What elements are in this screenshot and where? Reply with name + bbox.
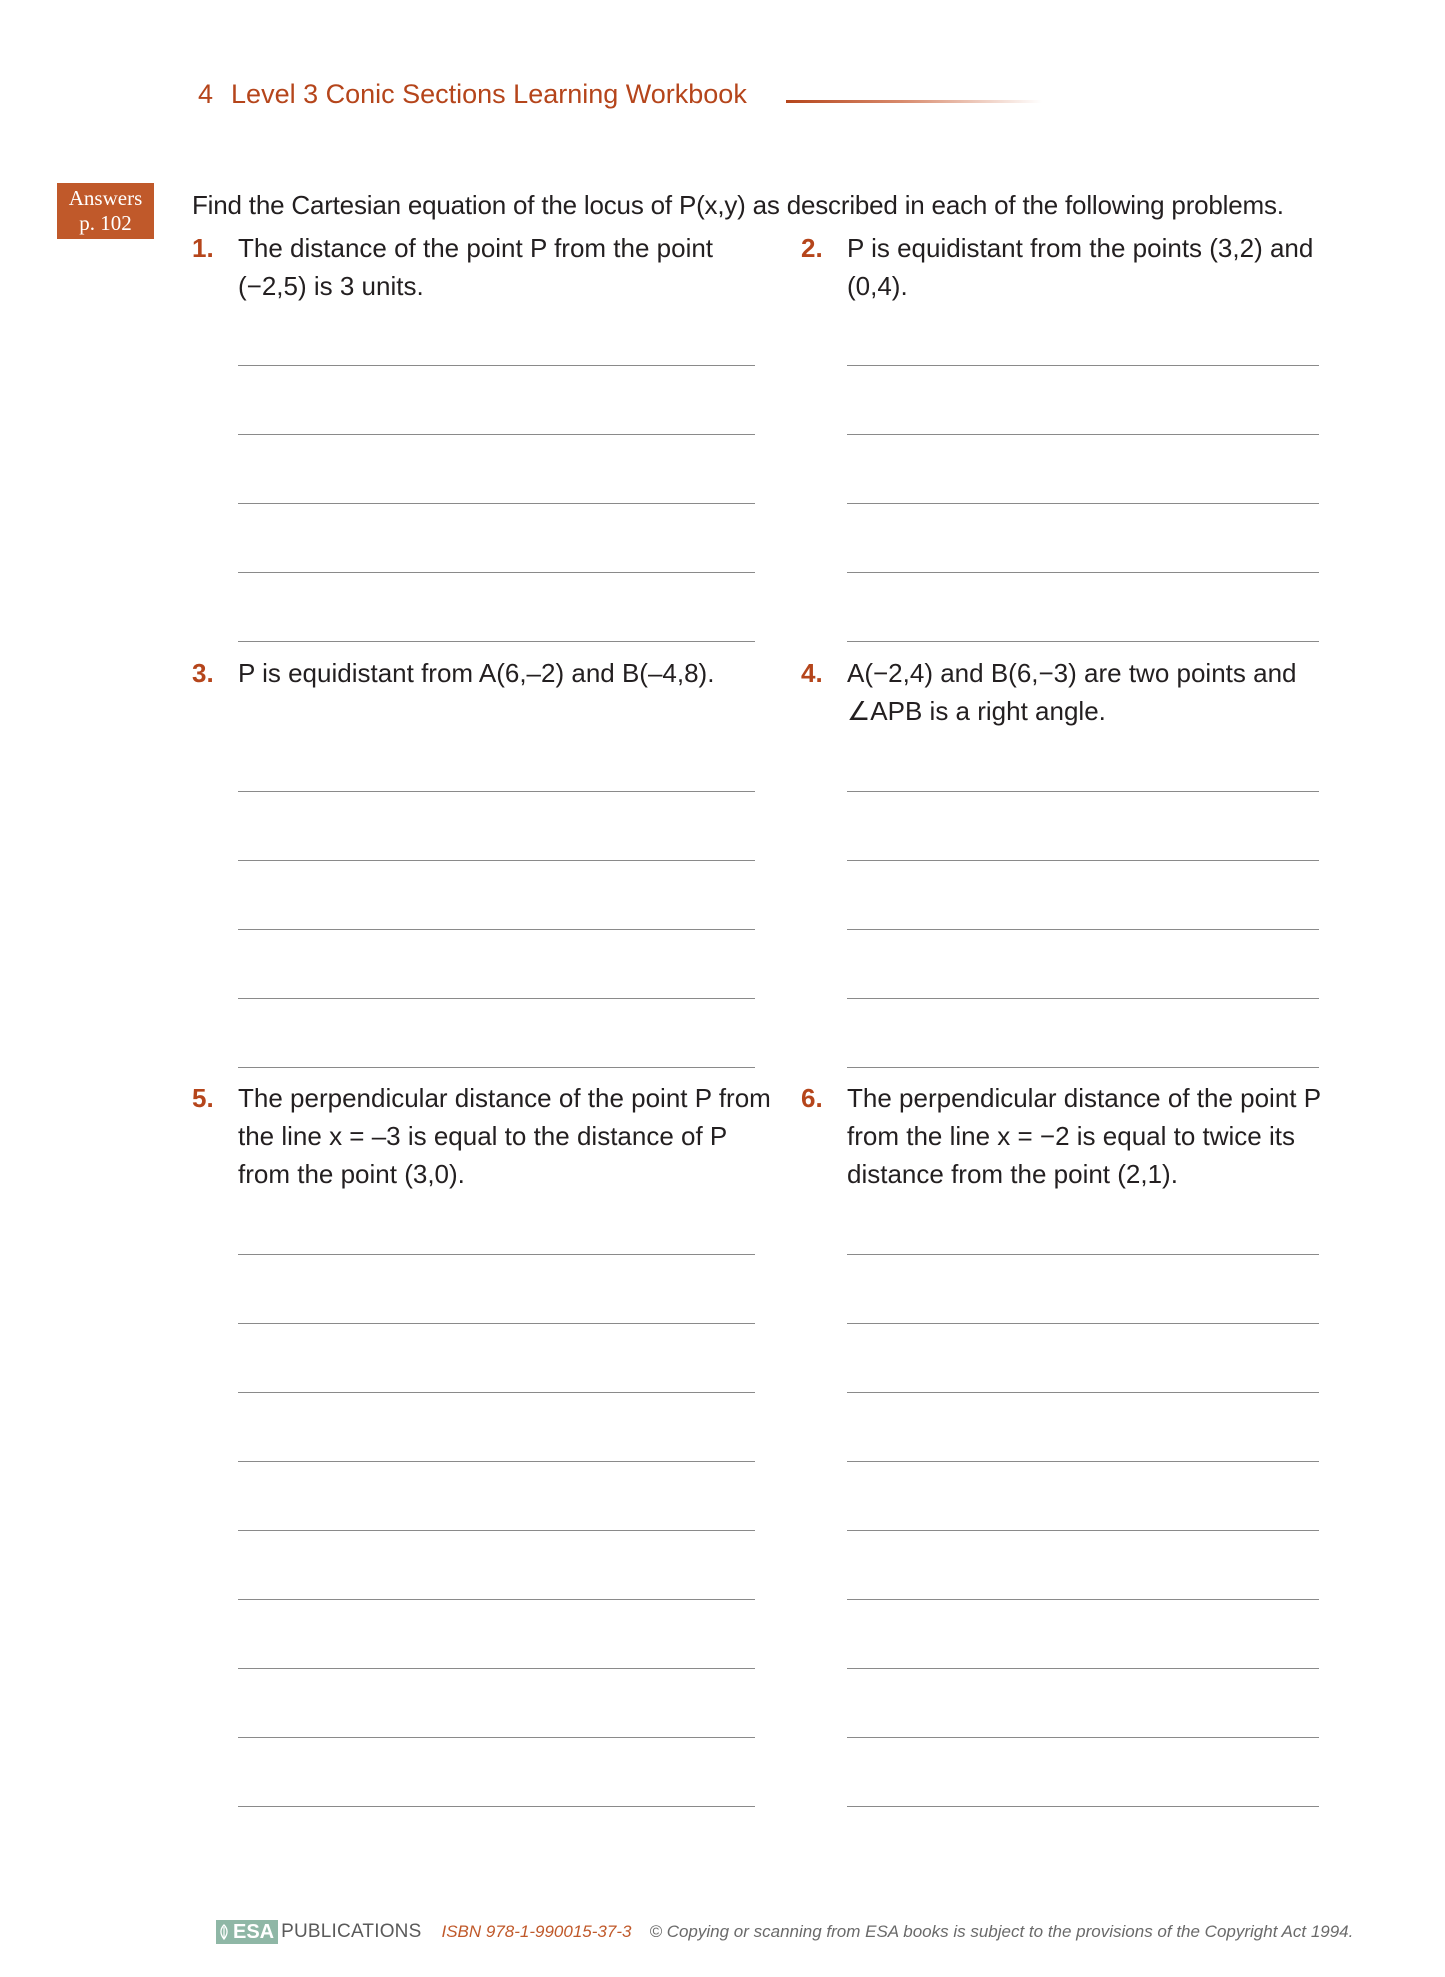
answer-line [847,503,1319,504]
copyright-notice: © Copying or scanning from ESA books is subject to the provisions of the Copyright Act 1994. [649,1922,1354,1941]
problem-text: The distance of the point P from the point (−2,5) is 3 units. [238,233,714,301]
problem-text: P is equidistant from the points (3,2) and (0,4). [847,233,1314,301]
page-header [198,74,747,114]
answer-line [238,1737,755,1738]
answer-line [238,1599,755,1600]
answer-line [847,1530,1319,1531]
answer-line [238,503,755,504]
answers-badge-page: p. 102 [79,211,132,235]
answer-line [847,1806,1319,1807]
answer-line [847,1668,1319,1669]
answer-line [847,641,1319,642]
answer-line [238,572,755,573]
answer-line [847,1599,1319,1600]
problem-text: P is equidistant from A(6,–2) and B(–4,8). [238,658,715,688]
answer-line [238,998,755,999]
answer-line [238,791,755,792]
answer-line [238,1254,755,1255]
answer-line [847,1067,1319,1068]
problem-number: 1. [192,233,214,263]
esa-logo [216,1920,278,1944]
answer-line [847,929,1319,930]
problem-text: A(−2,4) and B(6,−3) are two points and ∠APB is a right angle. [847,658,1297,726]
answer-line [847,1254,1319,1255]
answer-line [847,1323,1319,1324]
problem-number: 2. [801,233,823,263]
problem-number: 5. [192,1083,214,1113]
problem-number: 6. [801,1083,823,1113]
answer-line [238,1067,755,1068]
answer-line [238,1806,755,1807]
book-title: Level 3 Conic Sections Learning Workbook [231,78,747,109]
isbn: ISBN 978-1-990015-37-3 [441,1922,632,1941]
answer-line [847,1392,1319,1393]
problem-number: 4. [801,658,823,688]
page-number: 4 [198,78,214,109]
answer-line [238,641,755,642]
answer-line [847,1461,1319,1462]
answer-line [847,572,1319,573]
header-rule [786,100,1042,103]
answer-line [847,1737,1319,1738]
answer-line [238,860,755,861]
problem-number: 3. [192,658,214,688]
answer-line [238,1461,755,1462]
answer-line [238,434,755,435]
answer-line [238,365,755,366]
answers-badge-label: Answers [68,186,143,210]
problem-text: The perpendicular distance of the point P from the line x = −2 is equal to twice its distance from the point (2,1). [847,1083,1322,1189]
logo-publications-text: PUBLICATIONS [281,1921,422,1942]
answer-line [238,1668,755,1669]
problem-text: The perpendicular distance of the point P from the line x = –3 is equal to the distance of P from the point (3,0). [238,1083,771,1189]
answer-line [847,434,1319,435]
answer-line [847,998,1319,999]
answer-line [847,791,1319,792]
answer-line [238,1392,755,1393]
instructions: Find the Cartesian equation of the locus of P(x,y) as described in each of the following problems. [192,190,1284,220]
answers-badge [57,183,154,239]
answer-line [847,365,1319,366]
answer-line [238,1323,755,1324]
logo-esa-text: ESA [233,1920,275,1943]
footer [216,1917,1353,1947]
leaf-icon [218,1924,230,1940]
answer-line [847,860,1319,861]
answer-line [238,929,755,930]
answer-line [238,1530,755,1531]
